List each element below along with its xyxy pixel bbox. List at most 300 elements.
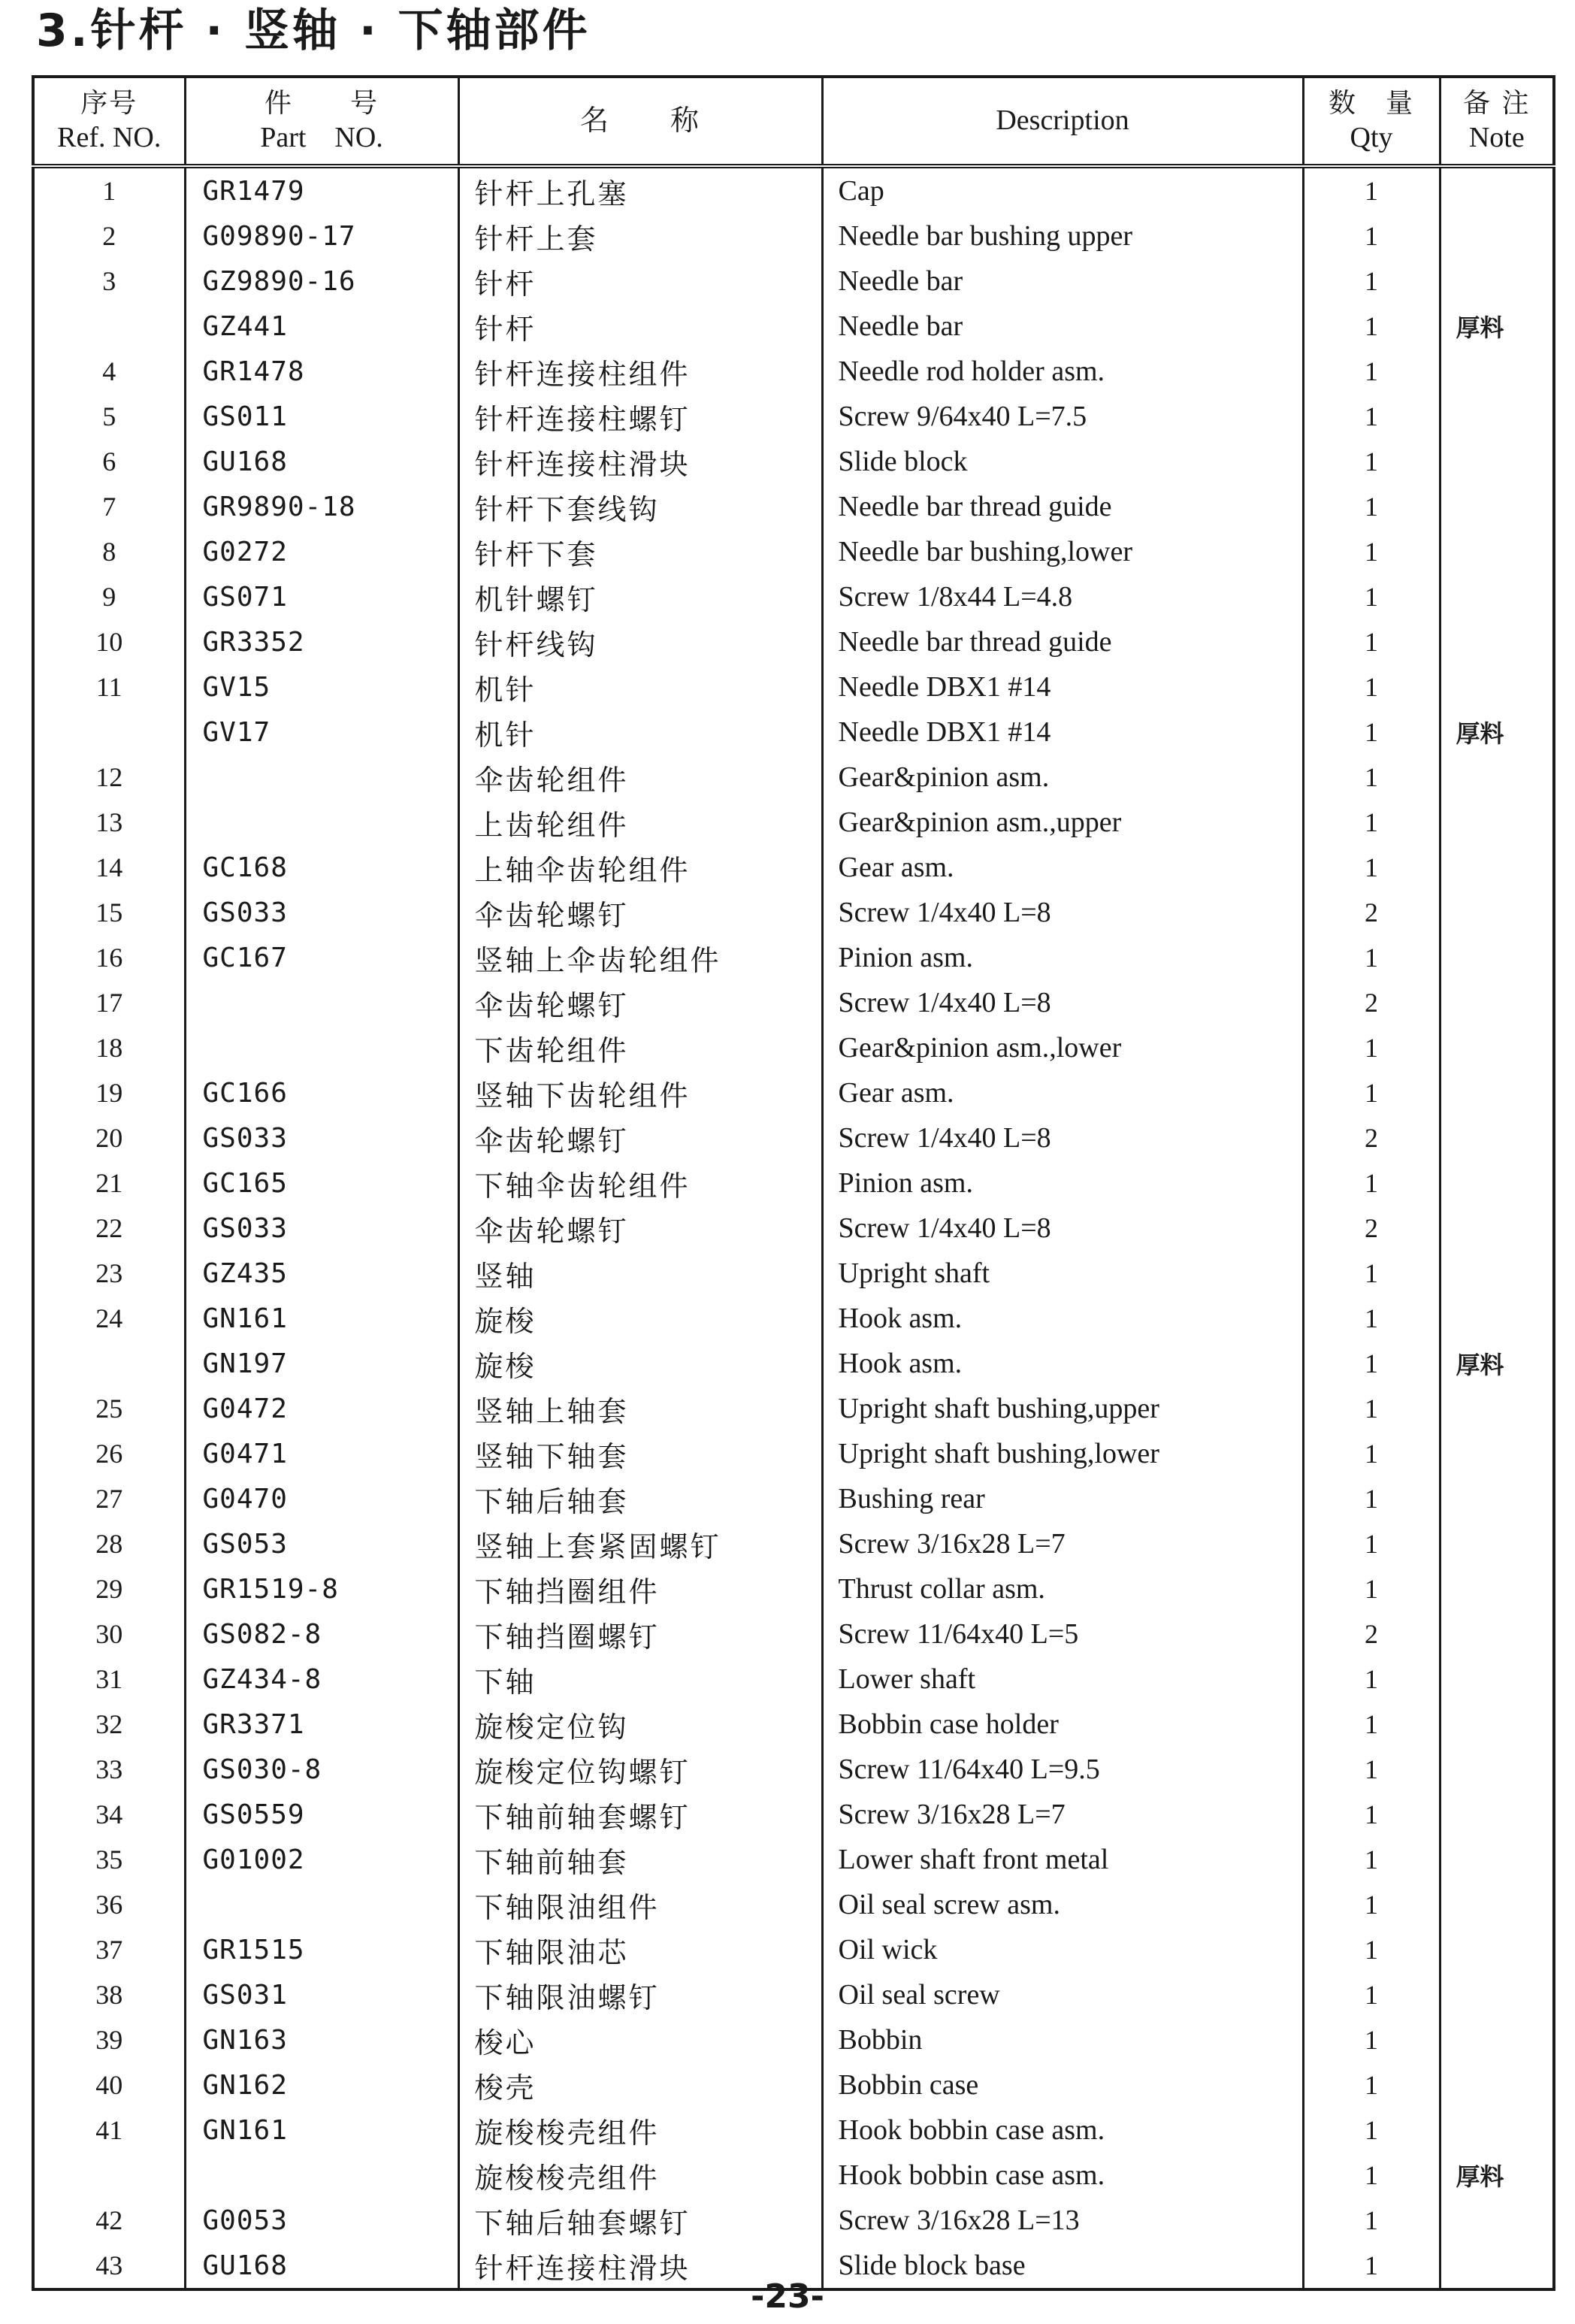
header-part-cn: 件 号 bbox=[264, 87, 379, 119]
part-number-cell: G0470 bbox=[185, 1476, 458, 1521]
note-cell bbox=[1440, 574, 1554, 619]
qty-cell: 1 bbox=[1303, 1657, 1440, 1702]
part-number-cell: GC166 bbox=[185, 1070, 458, 1115]
chinese-name-cell: 旋梭梭壳组件 bbox=[458, 2153, 822, 2198]
header-description bbox=[822, 77, 1303, 166]
description-cell: Pinion asm. bbox=[822, 1160, 1303, 1206]
chinese-name-cell: 机针 bbox=[458, 710, 822, 755]
chinese-name-cell: 下轴限油芯 bbox=[458, 1927, 822, 1972]
ref-cell: 39 bbox=[33, 2017, 185, 2062]
description-cell: Pinion asm. bbox=[822, 935, 1303, 980]
note-cell bbox=[1440, 1070, 1554, 1115]
description-cell: Needle rod holder asm. bbox=[822, 349, 1303, 394]
chinese-name-cell: 梭壳 bbox=[458, 2062, 822, 2108]
part-number-cell: GS053 bbox=[185, 1521, 458, 1566]
qty-cell: 1 bbox=[1303, 529, 1440, 574]
table-row bbox=[33, 2017, 1554, 2062]
header-name-cn: 名 称 bbox=[579, 104, 700, 138]
header-note-cn: 备 注 bbox=[1463, 87, 1531, 119]
note-cell bbox=[1440, 1611, 1554, 1657]
part-number-cell bbox=[185, 1882, 458, 1927]
chinese-name-cell: 梭心 bbox=[458, 2017, 822, 2062]
description-cell: Bobbin bbox=[822, 2017, 1303, 2062]
ref-cell: 6 bbox=[33, 439, 185, 484]
ref-cell: 18 bbox=[33, 1025, 185, 1070]
note-cell: 厚料 bbox=[1440, 1341, 1554, 1386]
table-row bbox=[33, 845, 1554, 890]
chinese-name-cell: 针杆上孔塞 bbox=[458, 166, 822, 213]
note-cell bbox=[1440, 1115, 1554, 1160]
qty-cell: 1 bbox=[1303, 1341, 1440, 1386]
ref-cell: 3 bbox=[33, 259, 185, 304]
ref-cell: 41 bbox=[33, 2108, 185, 2153]
part-number-cell: GS033 bbox=[185, 890, 458, 935]
table-row bbox=[33, 1927, 1554, 1972]
qty-cell: 1 bbox=[1303, 1882, 1440, 1927]
note-cell bbox=[1440, 2017, 1554, 2062]
chinese-name-cell: 旋梭梭壳组件 bbox=[458, 2108, 822, 2153]
part-number-cell: G0053 bbox=[185, 2198, 458, 2243]
description-cell: Screw 11/64x40 L=5 bbox=[822, 1611, 1303, 1657]
chinese-name-cell: 下轴限油螺钉 bbox=[458, 1972, 822, 2017]
chinese-name-cell: 伞齿轮螺钉 bbox=[458, 980, 822, 1025]
qty-cell: 1 bbox=[1303, 166, 1440, 213]
chinese-name-cell: 上齿轮组件 bbox=[458, 800, 822, 845]
qty-cell: 1 bbox=[1303, 484, 1440, 529]
table-row bbox=[33, 484, 1554, 529]
ref-cell: 23 bbox=[33, 1251, 185, 1296]
part-number-cell: GS033 bbox=[185, 1115, 458, 1160]
table-row bbox=[33, 1882, 1554, 1927]
table-row bbox=[33, 259, 1554, 304]
description-cell: Needle bar thread guide bbox=[822, 484, 1303, 529]
note-cell bbox=[1440, 2062, 1554, 2108]
part-number-cell bbox=[185, 1025, 458, 1070]
note-cell bbox=[1440, 935, 1554, 980]
parts-table bbox=[32, 75, 1555, 2291]
part-number-cell: GR1519-8 bbox=[185, 1566, 458, 1611]
description-cell: Screw 3/16x28 L=7 bbox=[822, 1792, 1303, 1837]
chinese-name-cell: 下轴前轴套 bbox=[458, 1837, 822, 1882]
description-cell: Needle bar bbox=[822, 304, 1303, 349]
part-number-cell: G0272 bbox=[185, 529, 458, 574]
description-cell: Screw 1/4x40 L=8 bbox=[822, 980, 1303, 1025]
header-qty-cn: 数 量 bbox=[1328, 87, 1414, 119]
qty-cell: 1 bbox=[1303, 845, 1440, 890]
chinese-name-cell: 针杆 bbox=[458, 304, 822, 349]
part-number-cell: GZ434-8 bbox=[185, 1657, 458, 1702]
part-number-cell: GZ9890-16 bbox=[185, 259, 458, 304]
ref-cell: 17 bbox=[33, 980, 185, 1025]
table-row bbox=[33, 1206, 1554, 1251]
chinese-name-cell: 下轴挡圈组件 bbox=[458, 1566, 822, 1611]
chinese-name-cell: 针杆连接柱滑块 bbox=[458, 2243, 822, 2289]
description-cell: Screw 1/4x40 L=8 bbox=[822, 1206, 1303, 1251]
note-cell bbox=[1440, 1386, 1554, 1431]
parts-table-body bbox=[33, 166, 1554, 2289]
note-cell bbox=[1440, 484, 1554, 529]
chinese-name-cell: 上轴伞齿轮组件 bbox=[458, 845, 822, 890]
part-number-cell: GU168 bbox=[185, 439, 458, 484]
ref-cell: 4 bbox=[33, 349, 185, 394]
table-row bbox=[33, 1566, 1554, 1611]
table-row bbox=[33, 1657, 1554, 1702]
table-row bbox=[33, 2153, 1554, 2198]
ref-cell: 29 bbox=[33, 1566, 185, 1611]
chinese-name-cell: 机针螺钉 bbox=[458, 574, 822, 619]
note-cell: 厚料 bbox=[1440, 2153, 1554, 2198]
description-cell: Bobbin case holder bbox=[822, 1702, 1303, 1747]
note-cell bbox=[1440, 1792, 1554, 1837]
description-cell: Needle bar bushing,lower bbox=[822, 529, 1303, 574]
table-row bbox=[33, 1747, 1554, 1792]
part-number-cell: GZ441 bbox=[185, 304, 458, 349]
part-number-cell bbox=[185, 755, 458, 800]
table-row bbox=[33, 1160, 1554, 1206]
table-row bbox=[33, 1341, 1554, 1386]
table-row bbox=[33, 1521, 1554, 1566]
header-ref-en: Ref. NO. bbox=[57, 121, 162, 153]
table-row bbox=[33, 935, 1554, 980]
note-cell bbox=[1440, 619, 1554, 664]
note-cell bbox=[1440, 1837, 1554, 1882]
description-cell: Hook bobbin case asm. bbox=[822, 2153, 1303, 2198]
ref-cell: 8 bbox=[33, 529, 185, 574]
qty-cell: 1 bbox=[1303, 2153, 1440, 2198]
chinese-name-cell: 机针 bbox=[458, 664, 822, 710]
part-number-cell: GC165 bbox=[185, 1160, 458, 1206]
qty-cell: 1 bbox=[1303, 710, 1440, 755]
qty-cell: 1 bbox=[1303, 1431, 1440, 1476]
note-cell bbox=[1440, 1251, 1554, 1296]
table-row bbox=[33, 1837, 1554, 1882]
part-number-cell: GZ435 bbox=[185, 1251, 458, 1296]
description-cell: Lower shaft front metal bbox=[822, 1837, 1303, 1882]
header-description-en: Description bbox=[996, 104, 1129, 137]
qty-cell: 1 bbox=[1303, 755, 1440, 800]
chinese-name-cell: 伞齿轮螺钉 bbox=[458, 890, 822, 935]
part-number-cell: GS071 bbox=[185, 574, 458, 619]
table-row bbox=[33, 710, 1554, 755]
part-number-cell: GU168 bbox=[185, 2243, 458, 2289]
note-cell bbox=[1440, 664, 1554, 710]
chinese-name-cell: 竖轴 bbox=[458, 1251, 822, 1296]
chinese-name-cell: 下轴限油组件 bbox=[458, 1882, 822, 1927]
note-cell bbox=[1440, 2108, 1554, 2153]
note-cell bbox=[1440, 1702, 1554, 1747]
note-cell bbox=[1440, 1431, 1554, 1476]
description-cell: Needle bar bushing upper bbox=[822, 213, 1303, 259]
table-row bbox=[33, 1476, 1554, 1521]
table-row bbox=[33, 1115, 1554, 1160]
table-row bbox=[33, 1972, 1554, 2017]
note-cell bbox=[1440, 259, 1554, 304]
note-cell bbox=[1440, 800, 1554, 845]
ref-cell: 2 bbox=[33, 213, 185, 259]
chinese-name-cell: 旋梭定位钩螺钉 bbox=[458, 1747, 822, 1792]
note-cell bbox=[1440, 1296, 1554, 1341]
qty-cell: 1 bbox=[1303, 1972, 1440, 2017]
table-row bbox=[33, 349, 1554, 394]
part-number-cell bbox=[185, 980, 458, 1025]
qty-cell: 1 bbox=[1303, 1792, 1440, 1837]
qty-cell: 1 bbox=[1303, 213, 1440, 259]
qty-cell: 1 bbox=[1303, 304, 1440, 349]
chinese-name-cell: 下轴前轴套螺钉 bbox=[458, 1792, 822, 1837]
description-cell: Screw 3/16x28 L=13 bbox=[822, 2198, 1303, 2243]
header-qty bbox=[1303, 77, 1440, 166]
header-note-en: Note bbox=[1468, 121, 1525, 153]
part-number-cell bbox=[185, 2153, 458, 2198]
table-row bbox=[33, 1025, 1554, 1070]
ref-cell: 34 bbox=[33, 1792, 185, 1837]
part-number-cell: GN161 bbox=[185, 1296, 458, 1341]
part-number-cell: GN163 bbox=[185, 2017, 458, 2062]
note-cell bbox=[1440, 394, 1554, 439]
part-number-cell: GS082-8 bbox=[185, 1611, 458, 1657]
table-row bbox=[33, 1251, 1554, 1296]
page-title: 3.针杆 · 竖轴 · 下轴部件 bbox=[36, 5, 591, 57]
table-row bbox=[33, 1070, 1554, 1115]
ref-cell: 10 bbox=[33, 619, 185, 664]
chinese-name-cell: 针杆连接柱组件 bbox=[458, 349, 822, 394]
chinese-name-cell: 竖轴下轴套 bbox=[458, 1431, 822, 1476]
note-cell bbox=[1440, 1927, 1554, 1972]
qty-cell: 1 bbox=[1303, 1251, 1440, 1296]
note-cell bbox=[1440, 845, 1554, 890]
header-part bbox=[185, 77, 458, 166]
part-number-cell: GN161 bbox=[185, 2108, 458, 2153]
ref-cell: 32 bbox=[33, 1702, 185, 1747]
ref-cell: 28 bbox=[33, 1521, 185, 1566]
qty-cell: 1 bbox=[1303, 664, 1440, 710]
chinese-name-cell: 针杆下套线钩 bbox=[458, 484, 822, 529]
chinese-name-cell: 伞齿轮组件 bbox=[458, 755, 822, 800]
note-cell bbox=[1440, 980, 1554, 1025]
ref-cell: 38 bbox=[33, 1972, 185, 2017]
description-cell: Oil wick bbox=[822, 1927, 1303, 1972]
description-cell: Screw 1/8x44 L=4.8 bbox=[822, 574, 1303, 619]
description-cell: Gear&pinion asm.,lower bbox=[822, 1025, 1303, 1070]
ref-cell: 11 bbox=[33, 664, 185, 710]
note-cell bbox=[1440, 1025, 1554, 1070]
ref-cell: 36 bbox=[33, 1882, 185, 1927]
part-number-cell: GR1479 bbox=[185, 166, 458, 213]
header-part-en: Part NO. bbox=[260, 121, 383, 153]
note-cell bbox=[1440, 1206, 1554, 1251]
part-number-cell: GN197 bbox=[185, 1341, 458, 1386]
ref-cell: 5 bbox=[33, 394, 185, 439]
qty-cell: 1 bbox=[1303, 394, 1440, 439]
ref-cell: 20 bbox=[33, 1115, 185, 1160]
qty-cell: 2 bbox=[1303, 1115, 1440, 1160]
part-number-cell: GR1515 bbox=[185, 1927, 458, 1972]
description-cell: Cap bbox=[822, 166, 1303, 213]
part-number-cell: GS030-8 bbox=[185, 1747, 458, 1792]
qty-cell: 1 bbox=[1303, 1070, 1440, 1115]
note-cell: 厚料 bbox=[1440, 304, 1554, 349]
part-number-cell: GS033 bbox=[185, 1206, 458, 1251]
qty-cell: 1 bbox=[1303, 2198, 1440, 2243]
note-cell bbox=[1440, 890, 1554, 935]
qty-cell: 1 bbox=[1303, 1566, 1440, 1611]
note-cell bbox=[1440, 439, 1554, 484]
header-note bbox=[1440, 77, 1554, 166]
table-row bbox=[33, 2108, 1554, 2153]
ref-cell: 42 bbox=[33, 2198, 185, 2243]
chinese-name-cell: 针杆线钩 bbox=[458, 619, 822, 664]
part-number-cell: G01002 bbox=[185, 1837, 458, 1882]
table-row bbox=[33, 980, 1554, 1025]
description-cell: Slide block bbox=[822, 439, 1303, 484]
description-cell: Hook asm. bbox=[822, 1341, 1303, 1386]
table-row bbox=[33, 394, 1554, 439]
description-cell: Gear&pinion asm.,upper bbox=[822, 800, 1303, 845]
table-row bbox=[33, 304, 1554, 349]
ref-cell: 1 bbox=[33, 166, 185, 213]
table-row bbox=[33, 1386, 1554, 1431]
ref-cell: 22 bbox=[33, 1206, 185, 1251]
description-cell: Needle DBX1 #14 bbox=[822, 664, 1303, 710]
note-cell bbox=[1440, 1747, 1554, 1792]
table-row bbox=[33, 439, 1554, 484]
part-number-cell: GV17 bbox=[185, 710, 458, 755]
ref-cell: 13 bbox=[33, 800, 185, 845]
chinese-name-cell: 下轴伞齿轮组件 bbox=[458, 1160, 822, 1206]
table-row bbox=[33, 1296, 1554, 1341]
chinese-name-cell: 针杆连接柱滑块 bbox=[458, 439, 822, 484]
part-number-cell: GV15 bbox=[185, 664, 458, 710]
chinese-name-cell: 针杆上套 bbox=[458, 213, 822, 259]
description-cell: Screw 9/64x40 L=7.5 bbox=[822, 394, 1303, 439]
header-qty-en: Qty bbox=[1350, 121, 1393, 153]
ref-cell: 16 bbox=[33, 935, 185, 980]
table-row bbox=[33, 890, 1554, 935]
note-cell bbox=[1440, 755, 1554, 800]
ref-cell: 9 bbox=[33, 574, 185, 619]
qty-cell: 1 bbox=[1303, 1025, 1440, 1070]
description-cell: Bobbin case bbox=[822, 2062, 1303, 2108]
description-cell: Screw 1/4x40 L=8 bbox=[822, 890, 1303, 935]
description-cell: Hook bobbin case asm. bbox=[822, 2108, 1303, 2153]
qty-cell: 1 bbox=[1303, 619, 1440, 664]
qty-cell: 1 bbox=[1303, 1296, 1440, 1341]
note-cell bbox=[1440, 1160, 1554, 1206]
chinese-name-cell: 竖轴下齿轮组件 bbox=[458, 1070, 822, 1115]
table-row bbox=[33, 166, 1554, 213]
chinese-name-cell: 下轴后轴套 bbox=[458, 1476, 822, 1521]
qty-cell: 1 bbox=[1303, 1702, 1440, 1747]
ref-cell: 24 bbox=[33, 1296, 185, 1341]
table-row bbox=[33, 1792, 1554, 1837]
note-cell bbox=[1440, 529, 1554, 574]
ref-cell: 35 bbox=[33, 1837, 185, 1882]
qty-cell: 1 bbox=[1303, 2017, 1440, 2062]
qty-cell: 1 bbox=[1303, 1476, 1440, 1521]
part-number-cell: G0471 bbox=[185, 1431, 458, 1476]
qty-cell: 1 bbox=[1303, 574, 1440, 619]
description-cell: Upright shaft bushing,lower bbox=[822, 1431, 1303, 1476]
table-row bbox=[33, 1611, 1554, 1657]
qty-cell: 2 bbox=[1303, 980, 1440, 1025]
ref-cell: 43 bbox=[33, 2243, 185, 2289]
description-cell: Oil seal screw bbox=[822, 1972, 1303, 2017]
description-cell: Screw 3/16x28 L=7 bbox=[822, 1521, 1303, 1566]
ref-cell: 15 bbox=[33, 890, 185, 935]
qty-cell: 2 bbox=[1303, 890, 1440, 935]
ref-cell bbox=[33, 1341, 185, 1386]
note-cell bbox=[1440, 166, 1554, 213]
chinese-name-cell: 针杆下套 bbox=[458, 529, 822, 574]
qty-cell: 1 bbox=[1303, 800, 1440, 845]
ref-cell: 27 bbox=[33, 1476, 185, 1521]
chinese-name-cell: 旋梭定位钩 bbox=[458, 1702, 822, 1747]
table-row bbox=[33, 1431, 1554, 1476]
ref-cell: 26 bbox=[33, 1431, 185, 1476]
ref-cell: 21 bbox=[33, 1160, 185, 1206]
ref-cell bbox=[33, 2153, 185, 2198]
table-row bbox=[33, 1702, 1554, 1747]
part-number-cell: GS031 bbox=[185, 1972, 458, 2017]
chinese-name-cell: 旋梭 bbox=[458, 1296, 822, 1341]
note-cell bbox=[1440, 1882, 1554, 1927]
description-cell: Slide block base bbox=[822, 2243, 1303, 2289]
part-number-cell bbox=[185, 800, 458, 845]
table-header-row bbox=[33, 77, 1554, 166]
chinese-name-cell: 竖轴上伞齿轮组件 bbox=[458, 935, 822, 980]
description-cell: Upright shaft bushing,upper bbox=[822, 1386, 1303, 1431]
note-cell bbox=[1440, 1566, 1554, 1611]
ref-cell: 31 bbox=[33, 1657, 185, 1702]
qty-cell: 1 bbox=[1303, 1521, 1440, 1566]
ref-cell: 7 bbox=[33, 484, 185, 529]
qty-cell: 1 bbox=[1303, 2108, 1440, 2153]
ref-cell: 30 bbox=[33, 1611, 185, 1657]
note-cell bbox=[1440, 2198, 1554, 2243]
description-cell: Lower shaft bbox=[822, 1657, 1303, 1702]
chinese-name-cell: 伞齿轮螺钉 bbox=[458, 1206, 822, 1251]
ref-cell: 19 bbox=[33, 1070, 185, 1115]
ref-cell bbox=[33, 710, 185, 755]
note-cell bbox=[1440, 1521, 1554, 1566]
part-number-cell: GC168 bbox=[185, 845, 458, 890]
description-cell: Hook asm. bbox=[822, 1296, 1303, 1341]
chinese-name-cell: 伞齿轮螺钉 bbox=[458, 1115, 822, 1160]
chinese-name-cell: 下轴 bbox=[458, 1657, 822, 1702]
part-number-cell: GR3352 bbox=[185, 619, 458, 664]
description-cell: Upright shaft bbox=[822, 1251, 1303, 1296]
table-row bbox=[33, 529, 1554, 574]
qty-cell: 1 bbox=[1303, 1160, 1440, 1206]
note-cell bbox=[1440, 1476, 1554, 1521]
table-row bbox=[33, 2062, 1554, 2108]
part-number-cell: GC167 bbox=[185, 935, 458, 980]
note-cell bbox=[1440, 1657, 1554, 1702]
description-cell: Gear asm. bbox=[822, 1070, 1303, 1115]
note-cell bbox=[1440, 1972, 1554, 2017]
description-cell: Screw 1/4x40 L=8 bbox=[822, 1115, 1303, 1160]
page-number: -23- bbox=[751, 2277, 824, 2316]
table-row bbox=[33, 664, 1554, 710]
note-cell bbox=[1440, 213, 1554, 259]
ref-cell: 33 bbox=[33, 1747, 185, 1792]
description-cell: Gear&pinion asm. bbox=[822, 755, 1303, 800]
qty-cell: 1 bbox=[1303, 1386, 1440, 1431]
qty-cell: 1 bbox=[1303, 2062, 1440, 2108]
description-cell: Thrust collar asm. bbox=[822, 1566, 1303, 1611]
chinese-name-cell: 竖轴上套紧固螺钉 bbox=[458, 1521, 822, 1566]
header-ref-cn: 序号 bbox=[80, 87, 138, 119]
